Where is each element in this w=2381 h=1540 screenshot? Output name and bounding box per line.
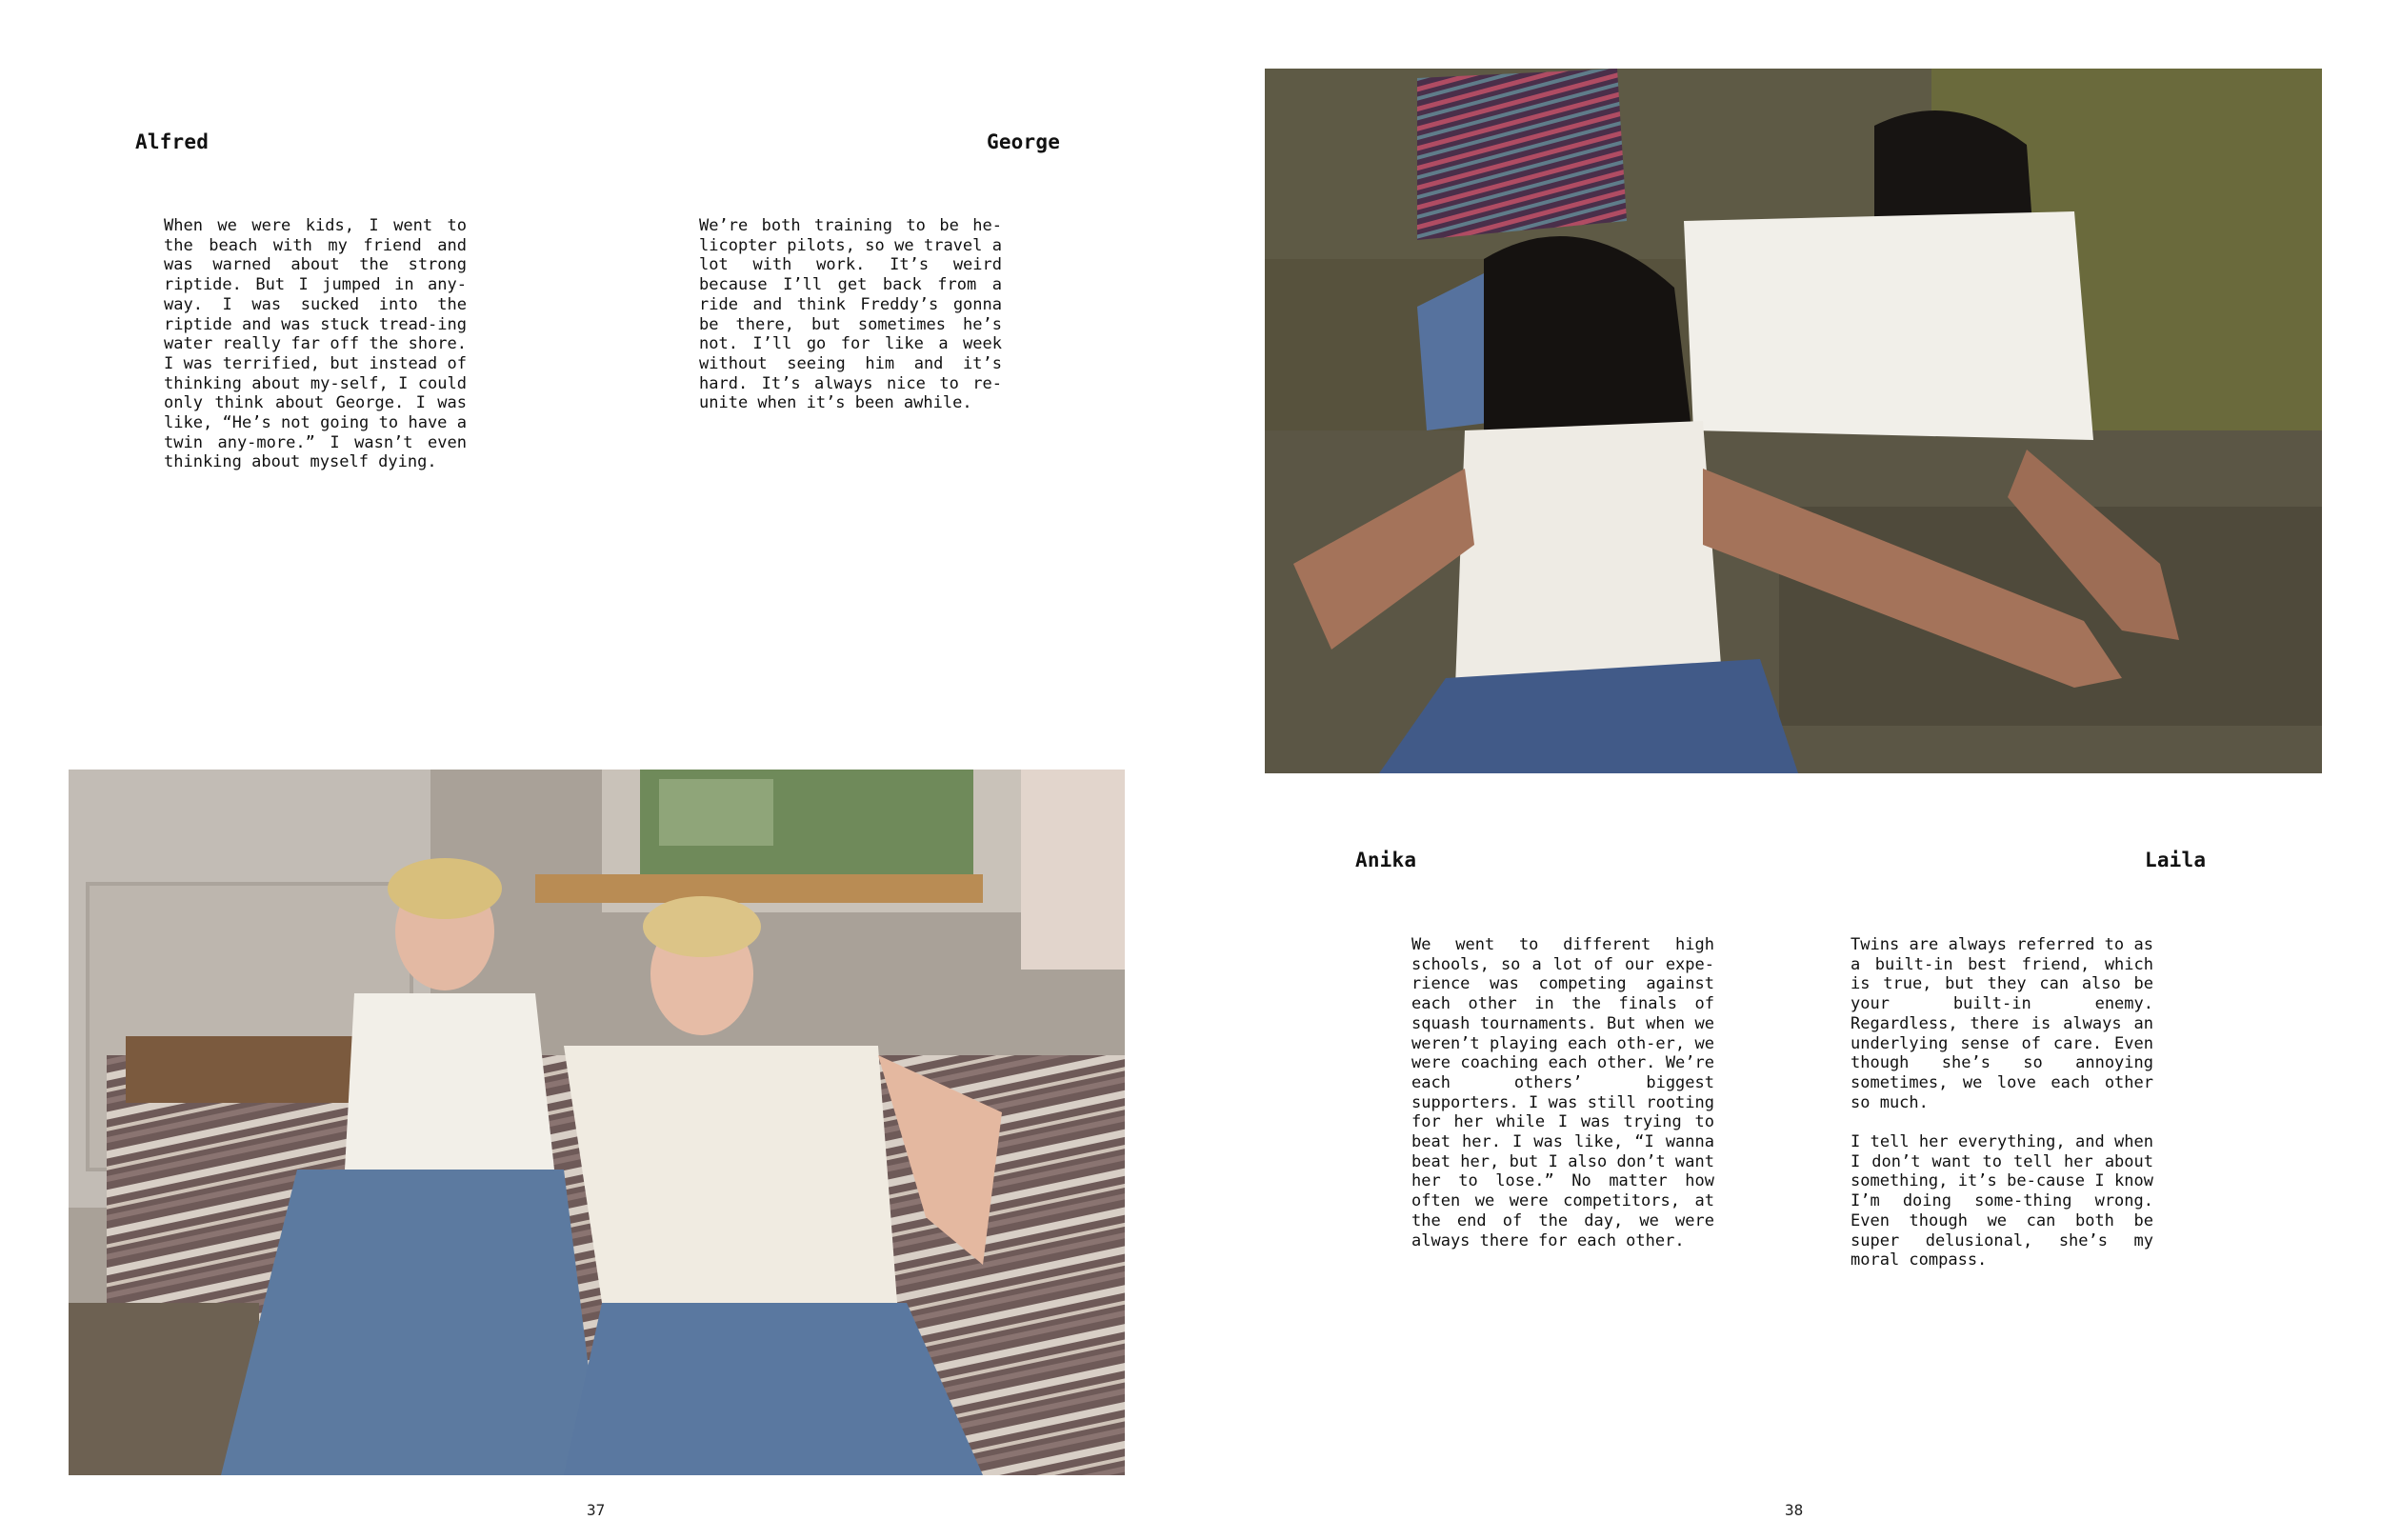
- page-number-right: 38: [1785, 1501, 1804, 1519]
- name-george: George: [987, 130, 1061, 153]
- name-anika: Anika: [1355, 849, 1417, 871]
- name-laila: Laila: [2145, 849, 2207, 871]
- quote-anika: We went to different high schools, so a lot of our expe-rience was competing against each other in the finals of squash tournaments. But when we weren’t playing each oth-er, we were coaching each other. We’re each others’ biggest supporters. I was still rooting for her while I was trying to beat her. I was like, “I wanna beat her, but I also don’t want her to lose.” No matter how often we were competitors, at the end of the day, we were always there for each other.: [1411, 935, 1714, 1250]
- quote-george: We’re both training to be he-licopter pilots, so we travel a lot with work. It’s weird because I’ll get back from a ride and think Freddy’s gonna be there, but sometimes he’s not. I’ll go for like a week without seeing him and it’s hard. It’s always nice to re-unite when it’s been awhile.: [699, 216, 1002, 413]
- name-alfred: Alfred: [135, 130, 210, 153]
- quote-laila-paragraph-2: I tell her everything, and when I don’t want to tell her about something, it’s be-cause I know I’m doing some-thing wrong. Even though we can both be super delusional, she’s my moral compass.: [1851, 1132, 2153, 1270]
- photo-alfred-george: [69, 770, 1125, 1475]
- photo-anika-laila: [1265, 69, 2322, 773]
- quote-alfred: When we were kids, I went to the beach with my friend and was warned about the strong riptide. But I jumped in any-way. I was sucked into the riptide and was stuck tread-ing water really far off the shore. I was terrified, but instead of thinking about my-self, I could only think about George. I was like, “He’s not going to have a twin any-more.” I wasn’t even thinking about myself dying.: [164, 216, 467, 472]
- quote-laila-paragraph-1: Twins are always referred to as a built-in best friend, which is true, but they can also be your built-in enemy. Regardless, there is always an underlying sense of care. Even though she’s so annoying sometimes, we love each other so much.: [1851, 935, 2153, 1112]
- page-number-left: 37: [587, 1501, 606, 1519]
